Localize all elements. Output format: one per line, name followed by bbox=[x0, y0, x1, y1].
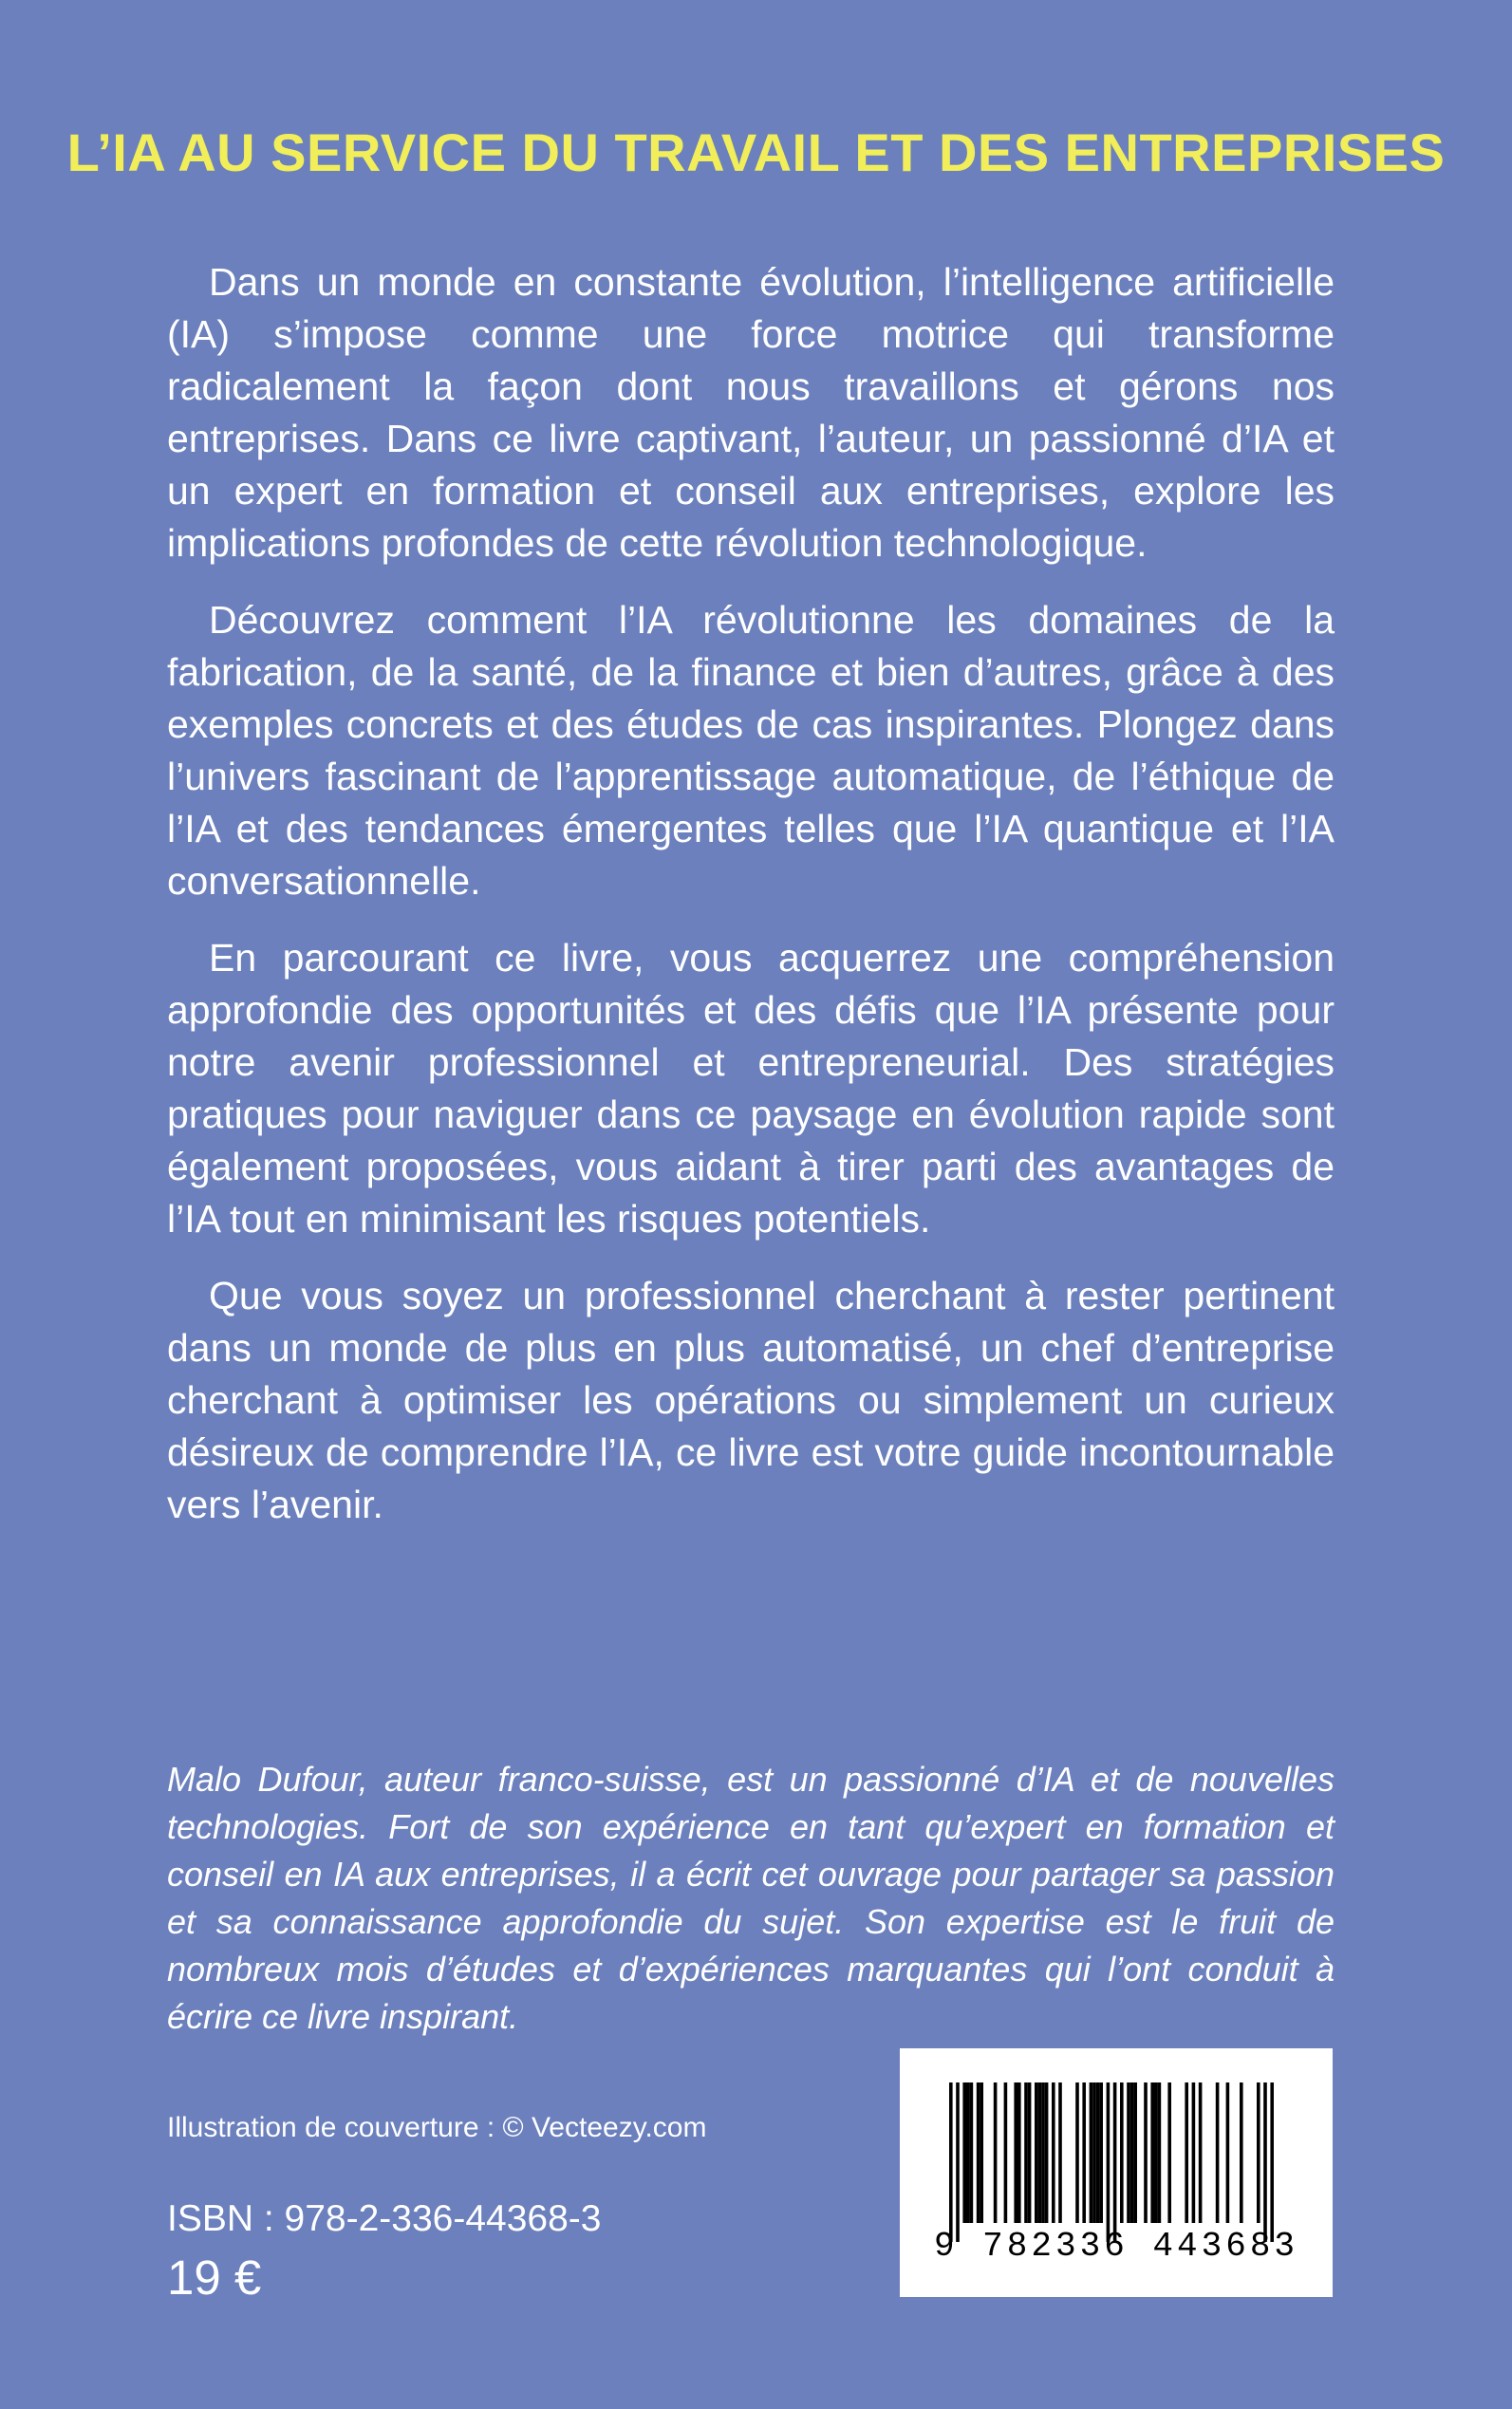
barcode-bar bbox=[1045, 2082, 1049, 2223]
summary-paragraph: Que vous soyez un professionnel cherchant à rester pertinent dans un monde de plus en plus automatisé, un chef d’entreprise cherchant à optimiser les opérations ou simplement un curieux désireux de comprendre l’IA, ce livre est votre guide incontournable vers l’avenir. bbox=[167, 1274, 1335, 1526]
barcode-bar bbox=[962, 2082, 966, 2223]
barcode-bar bbox=[1240, 2082, 1243, 2223]
barcode-bar bbox=[1154, 2082, 1158, 2223]
barcode-bar bbox=[1107, 2082, 1111, 2242]
barcode-bar bbox=[1257, 2082, 1260, 2223]
barcode-bar bbox=[1028, 2082, 1032, 2223]
barcode-bar bbox=[1226, 2082, 1230, 2223]
summary-paragraph: Dans un monde en constante évolution, l’intelligence artificielle (IA) s’impose comme une force motrice qui transforme radicalement la façon dont nous travaillons et gérons nos entreprises. Dans ce livre captivant, l’auteur, un passionné d’IA et un expert en formation et conseil aux entreprises, explore les implications profondes de cette révolution technologique. bbox=[167, 260, 1335, 565]
barcode-bar bbox=[1052, 2082, 1055, 2223]
barcode-bar bbox=[1004, 2082, 1008, 2223]
price: 19 € bbox=[167, 2250, 262, 2305]
barcode-bar bbox=[1024, 2082, 1028, 2223]
barcode-bar bbox=[1216, 2082, 1220, 2223]
barcode-bar bbox=[1096, 2082, 1100, 2223]
barcode bbox=[900, 2048, 1333, 2297]
barcode-bar bbox=[1017, 2082, 1021, 2223]
barcode-bar bbox=[1014, 2082, 1017, 2223]
barcode-bar bbox=[1133, 2082, 1137, 2223]
barcode-bar bbox=[1130, 2082, 1134, 2223]
barcode-bar bbox=[1035, 2082, 1038, 2223]
barcode-digits: 9 782336 443683 bbox=[933, 2227, 1299, 2266]
barcode-bar bbox=[1090, 2082, 1093, 2223]
barcode-bar bbox=[970, 2082, 974, 2223]
illustration-credit: Illustration de couverture : © Vecteezy.com bbox=[167, 2112, 707, 2143]
barcode-bar bbox=[1041, 2082, 1045, 2223]
barcode-bar bbox=[1263, 2082, 1267, 2242]
barcode-bar bbox=[1144, 2082, 1148, 2223]
barcode-bar bbox=[1270, 2082, 1274, 2242]
barcode-bar bbox=[949, 2082, 953, 2242]
barcode-bar bbox=[1113, 2082, 1117, 2242]
barcode-bar bbox=[1038, 2082, 1042, 2223]
summary-paragraph: Découvrez comment l’IA révolutionne les domaines de la fabrication, de la santé, de la finance et bien d’autres, grâce à des exemples concrets et des études de cas inspirantes. Plongez dans l’univers fascinant de l’apprentissage automatique, de l’éthique de l’IA et des tendances émergentes telles que l’IA quantique et l’IA conversationnelle. bbox=[167, 598, 1335, 903]
book-summary bbox=[167, 256, 1335, 1556]
barcode-bar bbox=[1082, 2082, 1086, 2223]
barcode-bar bbox=[1127, 2082, 1130, 2223]
barcode-bar bbox=[994, 2082, 998, 2223]
barcode-bar bbox=[1199, 2082, 1203, 2223]
barcode-bar bbox=[1192, 2082, 1196, 2223]
barcode-bar bbox=[1150, 2082, 1154, 2223]
barcode-bar bbox=[1185, 2082, 1188, 2223]
barcode-bar bbox=[1158, 2082, 1162, 2223]
barcode-bar bbox=[956, 2082, 960, 2242]
barcode-bar bbox=[980, 2082, 983, 2223]
barcode-bar bbox=[966, 2082, 970, 2223]
barcode-bar bbox=[1075, 2082, 1079, 2223]
book-title: L’IA AU SERVICE DU TRAVAIL ET DES ENTREPRISES bbox=[66, 122, 1446, 182]
barcode-bar bbox=[1167, 2082, 1171, 2223]
author-bio: Malo Dufour, auteur franco-suisse, est un passionné d’IA et de nouvelles technologies. Fort de son expérience en tant qu’expert en formation et conseil en IA aux entreprises, il a écrit cet ouvrage pour partager sa passion et sa connaissance approfondie du sujet. Son expertise est le fruit de nombreux mois d’études et d’expériences marquantes qui l’ont conduit à écrire ce livre inspirant. bbox=[167, 1760, 1335, 2036]
barcode-bar bbox=[1092, 2082, 1096, 2223]
barcode-bar bbox=[977, 2082, 980, 2223]
isbn: ISBN : 978-2-336-44368-3 bbox=[167, 2198, 602, 2239]
summary-paragraph: En parcourant ce livre, vous acquerrez une compréhension approfondie des opportunités et des défis que l’IA présente pour notre avenir professionnel et entrepreneurial. Des stratégies pratiques pour naviguer dans ce paysage en évolution rapide sont également proposées, vous aidant à tirer parti des avantages de l’IA tout en minimisant les risques potentiels. bbox=[167, 936, 1335, 1241]
barcode-bar bbox=[1120, 2082, 1124, 2223]
barcode-bar bbox=[1099, 2082, 1103, 2223]
barcode-bar bbox=[1058, 2082, 1062, 2223]
